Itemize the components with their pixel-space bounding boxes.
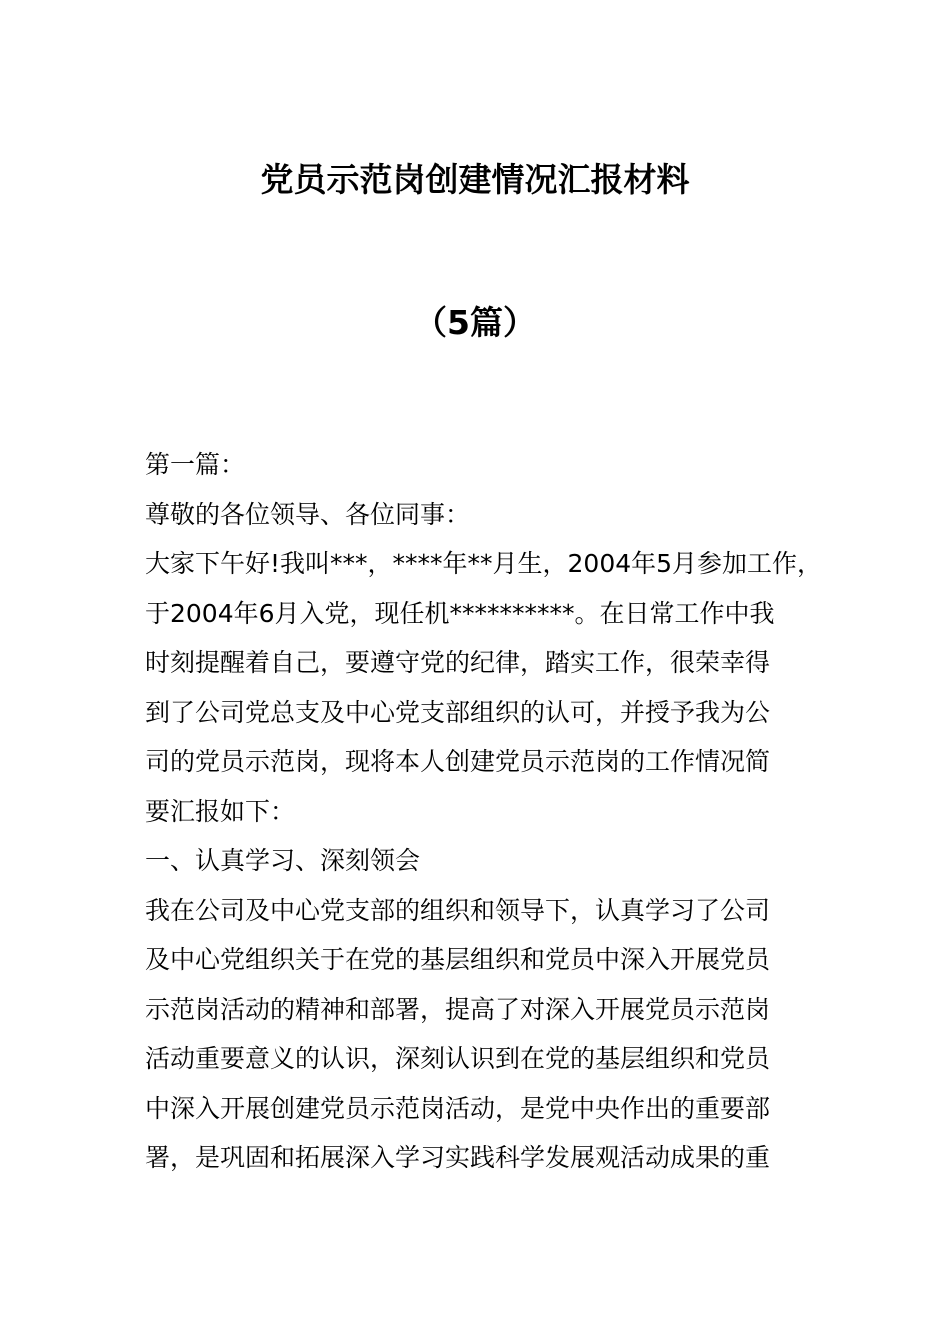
body-line: 活动重要意义的认识，深刻认识到在党的基层组织和党员 bbox=[145, 1044, 771, 1073]
body-line: 中深入开展创建党员示范岗活动，是党中央作出的重要部 bbox=[145, 1093, 771, 1123]
body-line: 于2004年6月入党，现任机**********。在日常工作中我 bbox=[145, 598, 775, 628]
body-line: 大家下午好!我叫***，****年**月生，2004年5月参加工作， bbox=[145, 549, 823, 578]
body-line: 示范岗活动的精神和部署，提高了对深入开展党员示范岗 bbox=[145, 994, 771, 1024]
body-line: 及中心党组织关于在党的基层组织和党员中深入开展党员 bbox=[145, 945, 771, 974]
section-heading: 一、认真学习、深刻领会 bbox=[145, 846, 421, 875]
body-line: 尊敬的各位领导、各位同事： bbox=[145, 499, 471, 529]
document-body bbox=[145, 440, 835, 1183]
body-line: 到了公司党总支及中心党支部组织的认可，并授予我为公 bbox=[145, 697, 771, 727]
body-line: 我在公司及中心党支部的组织和领导下，认真学习了公司 bbox=[145, 895, 771, 925]
body-line: 要汇报如下： bbox=[145, 796, 296, 826]
body-line: 第一篇： bbox=[145, 450, 246, 479]
document-title: 党员示范岗创建情况汇报材料 bbox=[260, 160, 690, 199]
document-subtitle: （5篇） bbox=[414, 303, 536, 342]
body-line: 署，是巩固和拓展深入学习实践科学发展观活动成果的重 bbox=[145, 1143, 771, 1172]
body-line: 时刻提醒着自己，要遵守党的纪律，踏实工作，很荣幸得 bbox=[145, 648, 771, 677]
body-line: 司的党员示范岗，现将本人创建党员示范岗的工作情况简 bbox=[145, 747, 771, 776]
